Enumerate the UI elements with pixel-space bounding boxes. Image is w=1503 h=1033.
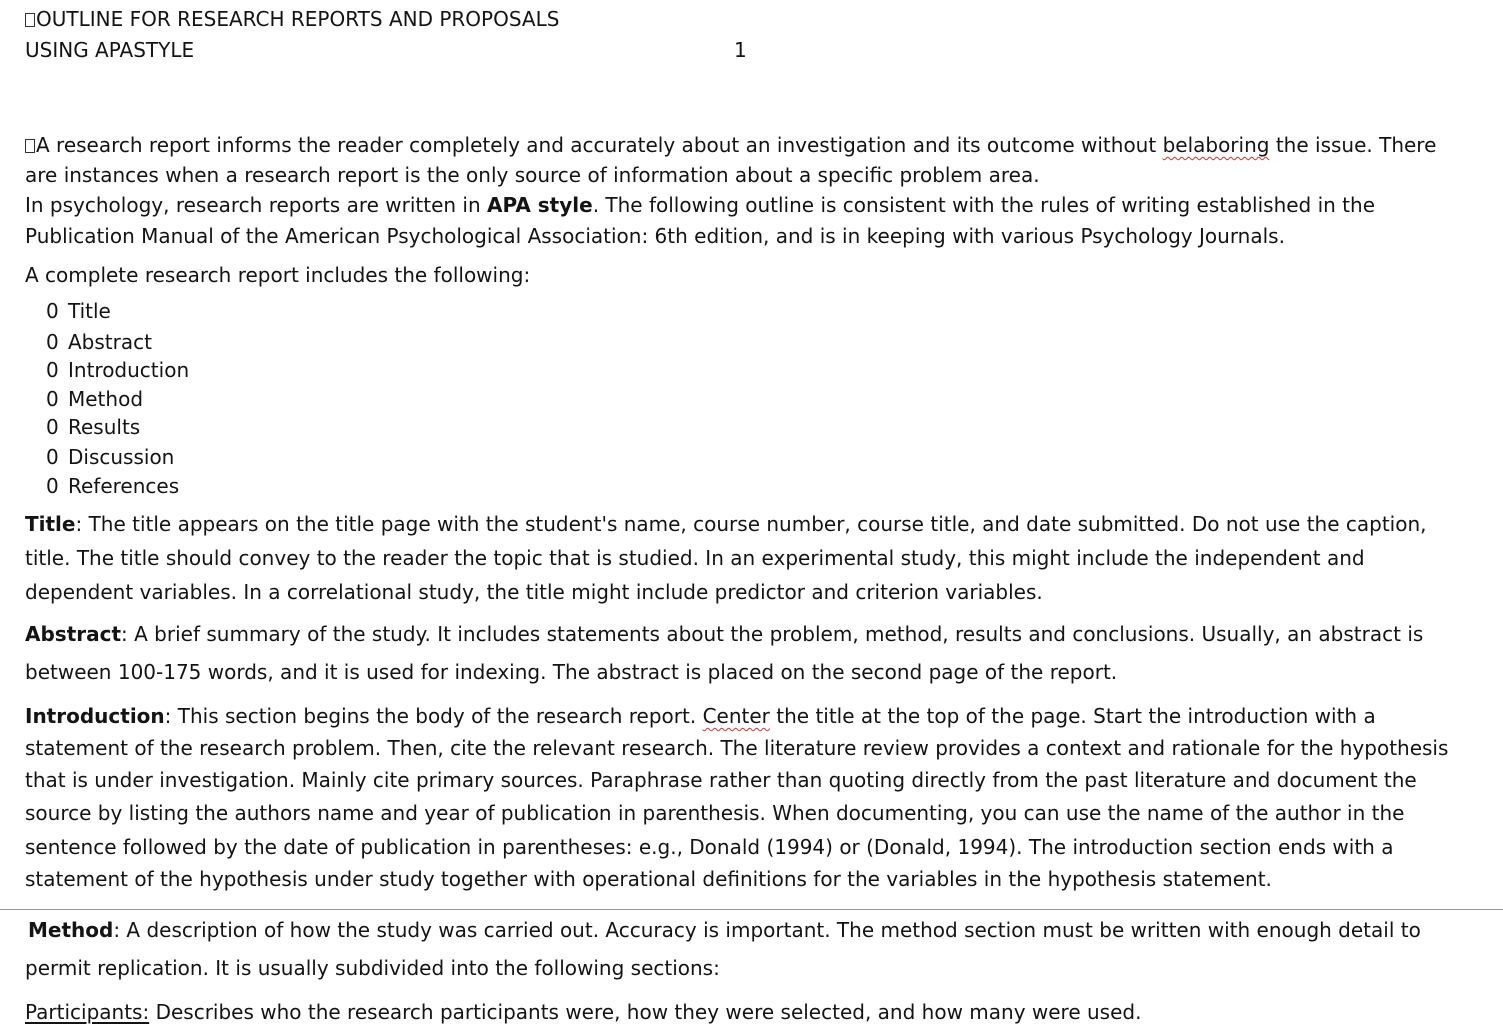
title-section-line3: dependent variables. In a correlational study, the title might include predictor and criterion variables. — [25, 580, 1043, 604]
list-marker: 0 — [46, 474, 59, 498]
abstract-section-line2: between 100-175 words, and it is used for indexing. The abstract is placed on the second page of the report. — [25, 660, 1118, 684]
list-item — [46, 358, 189, 382]
introduction-section-line2: statement of the research problem. Then, cite the relevant research. The literature review provides a context and rationale for the hypothesis — [25, 736, 1449, 760]
list-item-label: References — [68, 474, 180, 498]
list-marker: 0 — [46, 330, 59, 354]
intro-paragraph2-line2: Publication Manual of the American Psychological Association: 6th edition, and is in keeping with various Psychology Journals. — [25, 224, 1285, 248]
section-text: : This section begins the body of the research report. — [164, 704, 703, 728]
list-item — [46, 474, 179, 498]
section-label: Title — [25, 512, 76, 536]
header-title-text: OUTLINE FOR RESEARCH REPORTS AND PROPOSALS — [36, 7, 560, 31]
intro-paragraph2-line1 — [25, 193, 1375, 217]
missing-glyph-icon — [25, 139, 35, 153]
section-text: : A brief summary of the study. It includes statements about the problem, method, results and conclusions. Usually, an abstract is — [121, 622, 1424, 646]
list-marker: 0 — [46, 445, 59, 469]
section-text: : The title appears on the title page with the student's name, course number, course title, and date submitted. Do not use the caption, — [75, 512, 1427, 536]
page-break-rule — [0, 909, 1503, 910]
list-item-label: Title — [68, 299, 111, 323]
section-text: the title at the top of the page. Start the introduction with a — [769, 704, 1376, 728]
intro-text: the issue. There — [1269, 133, 1437, 157]
list-item — [46, 415, 140, 439]
list-item — [46, 445, 174, 469]
section-label: Introduction — [25, 704, 165, 728]
list-item-label: Results — [68, 415, 141, 439]
list-item-label: Abstract — [68, 330, 152, 354]
section-label: Participants: — [25, 1000, 150, 1024]
section-text: Describes who the research participants were, how they were selected, and how many were used. — [149, 1000, 1142, 1024]
intro-text: . The following outline is consistent with the rules of writing established in the — [592, 193, 1376, 217]
list-item-label: Introduction — [68, 358, 190, 382]
list-marker: 0 — [46, 415, 59, 439]
intro-text: A research report informs the reader completely and accurately about an investigation and its outcome without — [36, 133, 1163, 157]
title-section-line1 — [25, 512, 1427, 536]
method-section-line2: permit replication. It is usually subdivided into the following sections: — [25, 956, 720, 980]
abstract-section-line1 — [25, 622, 1423, 646]
method-section-line1 — [28, 918, 1421, 942]
participants-section-line1 — [25, 1000, 1141, 1024]
list-marker: 0 — [46, 299, 59, 323]
spellcheck-word[interactable]: Center — [702, 704, 770, 728]
introduction-section-line6: statement of the hypothesis under study together with operational definitions for the variables in the hypothesis statement. — [25, 867, 1272, 891]
title-section-line2: title. The title should convey to the reader the topic that is studied. In an experimental study, this might include the independent and — [25, 546, 1365, 570]
section-label: Method — [28, 918, 114, 942]
section-text: : A description of how the study was carried out. Accuracy is important. The method section must be written with enough detail to — [113, 918, 1421, 942]
apa-style-bold: APA style — [487, 193, 593, 217]
section-label: Abstract — [25, 622, 122, 646]
spellcheck-word[interactable]: belaboring — [1162, 133, 1270, 157]
list-item — [46, 387, 143, 411]
header-title-line1 — [25, 7, 559, 31]
list-item — [46, 330, 152, 354]
introduction-section-line5: sentence followed by the date of publication in parentheses: e.g., Donald (1994) or (Donald, 1994). The introduction section ends with a — [25, 835, 1394, 859]
intro-text: In psychology, research reports are written in — [25, 193, 488, 217]
list-marker: 0 — [46, 358, 59, 382]
intro-paragraph-line2: are instances when a research report is the only source of information about a specific problem area. — [25, 163, 1040, 187]
missing-glyph-icon — [25, 13, 35, 27]
introduction-section-line3: that is under investigation. Mainly cite primary sources. Paraphrase rather than quoting directly from the past literature and document the — [25, 768, 1417, 792]
includes-heading: A complete research report includes the following: — [25, 263, 531, 287]
list-item — [46, 299, 111, 323]
page-number: 1 — [734, 38, 747, 62]
header-title-line2: USING APASTYLE — [25, 38, 195, 62]
introduction-section-line4: source by listing the authors name and year of publication in parenthesis. When documenting, you can use the name of the author in the — [25, 801, 1405, 825]
list-item-label: Discussion — [68, 445, 175, 469]
introduction-section-line1 — [25, 704, 1376, 728]
list-marker: 0 — [46, 387, 59, 411]
intro-paragraph-line1 — [25, 133, 1436, 157]
list-item-label: Method — [68, 387, 144, 411]
